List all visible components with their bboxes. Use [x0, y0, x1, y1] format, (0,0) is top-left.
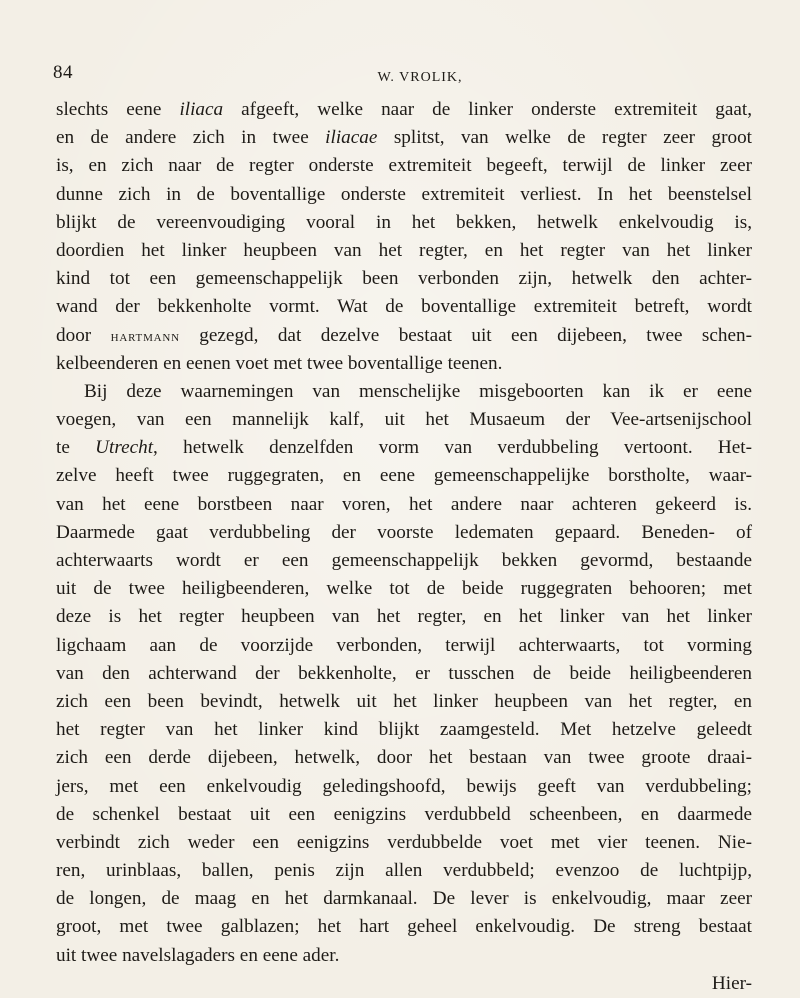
text-segment: uit twee navelslagaders en eene ader. [56, 944, 340, 966]
text-segment: gezegd, dat dezelve bestaat uit een dijebeen, twee schen- [179, 324, 752, 346]
text-line [56, 773, 752, 801]
text-line [56, 293, 752, 321]
text-segment: blijkt de vereenvoudiging vooral in het bekken, hetwelk enkelvoudig is, [56, 211, 752, 233]
text-line [56, 829, 752, 857]
text-segment: voegen, van een mannelijk kalf, uit het Musaeum der Vee-artsenijschool [56, 409, 752, 431]
text-line [56, 491, 752, 519]
text-line [56, 547, 752, 575]
text-segment: de longen, de maag en het darmkanaal. De lever is enkelvoudig, maar zeer [56, 888, 752, 910]
text-segment: deze is het regter heupbeen van het regter, en het linker van het linker [56, 606, 752, 628]
text-line [56, 857, 752, 885]
text-line [56, 378, 752, 406]
text-segment: het regter van het linker kind blijkt zaamgesteld. Met hetzelve geleedt [56, 719, 752, 741]
text-line [56, 209, 752, 237]
text-segment: dunne zich in de boventallige onderste extremiteit verliest. In het beenstelsel [56, 183, 752, 205]
text-segment: achterwaarts wordt er een gemeenschappelijk bekken gevormd, bestaande [56, 550, 752, 571]
text-line [56, 265, 752, 293]
text-segment: jers, met een enkelvoudig geledingshoofd, bewijs geeft van verdubbeling; [56, 775, 752, 797]
text-segment: de schenkel bestaat uit een eenigzins verdubbeld scheenbeen, en daarmede [56, 803, 752, 825]
text-line [56, 660, 752, 688]
text-segment: verbindt zich weder een eenigzins verdubbelde voet met vier teenen. Nie- [56, 831, 752, 853]
text-line [56, 237, 752, 265]
text-segment: groot, met twee galblazen; het hart geheel enkelvoudig. De streng bestaat [56, 916, 752, 938]
text-line [56, 462, 752, 490]
text-line [56, 913, 752, 941]
text-line [56, 434, 752, 462]
text-line [56, 688, 752, 716]
text-line [56, 716, 752, 744]
text-line [56, 322, 752, 350]
italic-text: Utrecht [95, 437, 154, 459]
text-line [56, 603, 752, 631]
text-line [56, 519, 752, 547]
text-line [56, 350, 752, 378]
text-line [56, 96, 752, 124]
italic-text: iliacae [325, 127, 378, 149]
text-segment: van het eene borstbeen naar voren, het andere naar achteren gekeerd is. [56, 493, 752, 515]
text-line [56, 181, 752, 209]
text-segment: uit de twee heiligbeenderen, welke tot de beide ruggegraten behooren; met [56, 578, 752, 600]
text-line [56, 406, 752, 434]
text-segment: , hetwelk denzelfden vorm van verdubbeling vertoont. Het- [153, 437, 752, 459]
text-segment: zich een derde dijebeen, hetwelk, door het bestaan van twee groote draai- [56, 747, 752, 769]
text-segment: is, en zich naar de regter onderste extremiteit begeeft, terwijl de linker zeer [56, 155, 752, 177]
small-caps-name: hartmann [110, 327, 180, 345]
text-segment: doordien het linker heupbeen van het regter, en het regter van het linker [56, 239, 752, 261]
text-segment: en de andere zich in twee [56, 127, 326, 149]
text-segment: Hier- [711, 972, 752, 994]
text-line [56, 152, 752, 180]
text-segment: door [56, 324, 111, 346]
text-segment: kind tot een gemeenschappelijk been verbonden zijn, hetwelk den achter- [56, 268, 752, 290]
text-segment: van den achterwand der bekkenholte, er tusschen de beide heiligbeenderen [56, 662, 752, 684]
text-line [56, 942, 752, 970]
text-segment: wand der bekkenholte vormt. Wat de boventallige extremiteit betreft, wordt [56, 296, 752, 318]
text-line [56, 632, 752, 660]
text-segment: te [56, 437, 96, 459]
text-line [56, 885, 752, 913]
text-line [56, 744, 752, 772]
text-line [56, 575, 752, 603]
body-text [56, 96, 752, 998]
text-segment: slechts eene [56, 99, 180, 120]
text-segment: Bij deze waarnemingen van menschelijke misgeboorten kan ik er eene [84, 380, 752, 402]
italic-text: iliaca [179, 99, 224, 120]
text-line [56, 124, 752, 152]
text-segment: ren, urinblaas, ballen, penis zijn allen verdubbeld; evenzoo de luchtpijp, [56, 860, 752, 882]
running-head: W. VROLIK, [377, 70, 463, 85]
text-segment: Daarmede gaat verdubbeling der voorste ledematen gepaard. Beneden- of [56, 521, 752, 543]
page-number: 84 [53, 62, 73, 83]
text-segment: splitst, van welke de regter zeer groot [377, 127, 753, 149]
text-segment: afgeeft, welke naar de linker onderste extremiteit gaat, [223, 99, 752, 120]
text-segment: zelve heeft twee ruggegraten, en eene gemeenschappelijke borstholte, waar- [56, 465, 752, 487]
text-segment: zich een been bevindt, hetwelk uit het linker heupbeen van het regter, en [56, 690, 752, 712]
text-line [56, 801, 752, 829]
text-line [56, 970, 752, 998]
text-segment: kelbeenderen en eenen voet met twee boventallige teenen. [56, 352, 503, 374]
text-segment: ligchaam aan de voorzijde verbonden, terwijl achterwaarts, tot vorming [56, 634, 752, 656]
